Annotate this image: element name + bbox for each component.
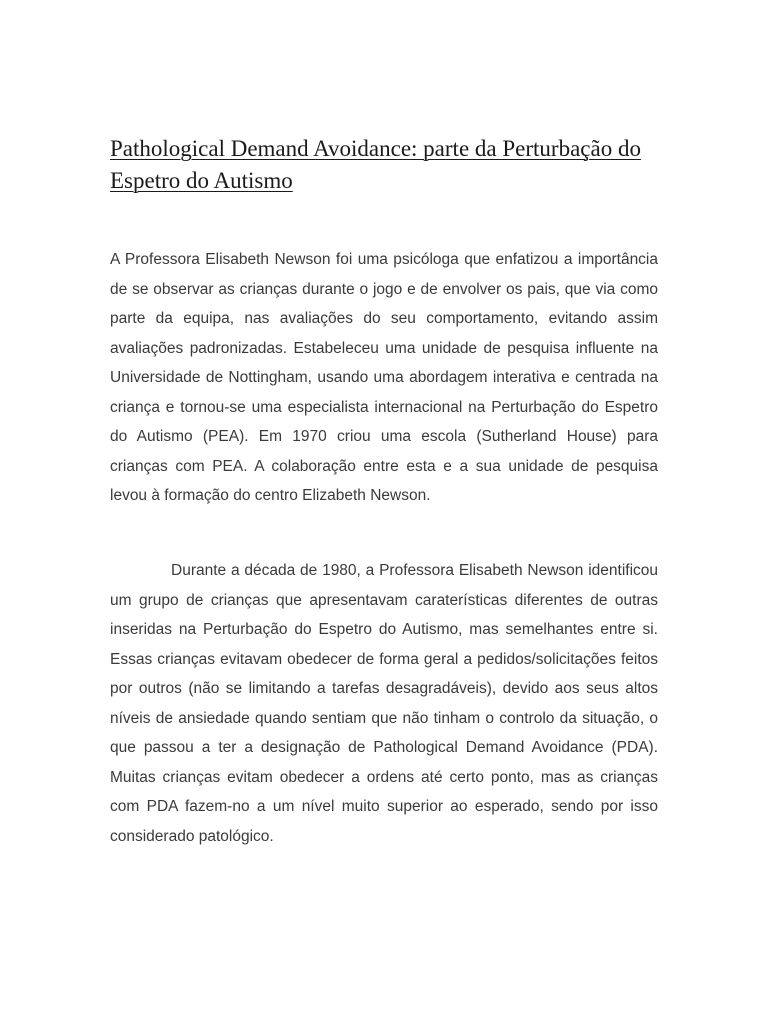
paragraph-2: Durante a década de 1980, a Professora Elisabeth Newson identificou um grupo de crianças que apresentavam caraterísticas diferentes de outras inseridas na Perturbação do Espetro do Autismo, mas semelhantes entre si. Essas crianças evitavam obedecer de forma geral a pedidos/solicitações feitos por outros (não se limitando a tarefas desagradáveis), devido aos seus altos níveis de ansiedade quando sentiam que não tinham o controlo da situação, o que passou a ter a designação de Pathological Demand Avoidance (PDA). Muitas crianças evitam obedecer a ordens até certo ponto, mas as crianças com PDA fazem-no a um nível muito superior ao esperado, sendo por isso considerado patológico. [110,562,658,845]
paragraph-1: A Professora Elisabeth Newson foi uma psicóloga que enfatizou a importância de se observar as crianças durante o jogo e de envolver os pais, que via como parte da equipa, nas avaliações do seu comportamento, evitando assim avaliações padronizadas. Estabeleceu uma unidade de pesquisa influente na Universidade de Nottingham, usando uma abordagem interativa e centrada na criança e tornou-se uma especialista internacional na Perturbação do Espetro do Autismo (PEA). Em 1970 criou uma escola (Sutherland House) para crianças com PEA. A colaboração entre esta e a sua unidade de pesquisa levou à formação do centro Elizabeth Newson. [110,251,658,504]
document-title: Pathological Demand Avoidance: parte da Perturbação do Espetro do Autismo [110,136,641,193]
